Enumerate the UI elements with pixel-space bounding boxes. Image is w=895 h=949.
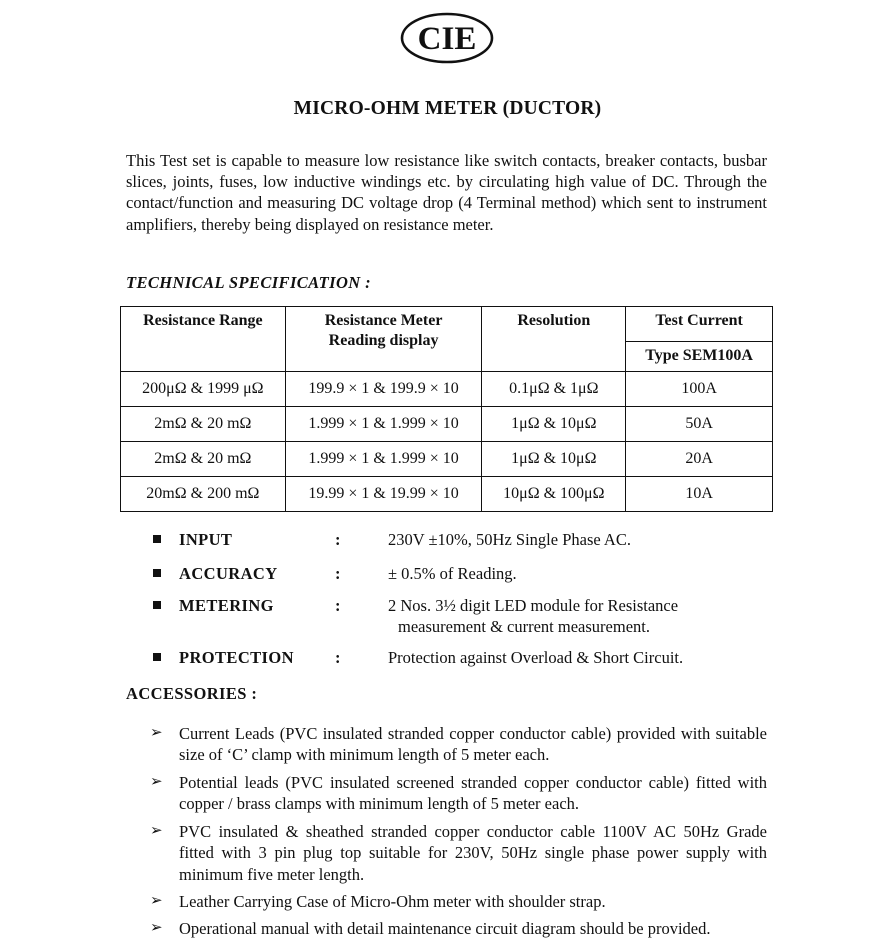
cell-current: 50A xyxy=(626,407,773,442)
accessory-item xyxy=(150,918,767,939)
spec-value: Protection against Overload & Short Circuit. xyxy=(388,648,684,667)
header-test-current: Test Current xyxy=(626,307,773,342)
logo-text: CIE xyxy=(417,21,477,57)
spec-label: ACCURACY xyxy=(179,564,278,583)
spec-value: ± 0.5% of Reading. xyxy=(388,564,517,583)
cell-current: 100A xyxy=(626,372,773,407)
accessory-text: PVC insulated & sheathed stranded copper conductor cable 1100V AC 50Hz Grade fitted with 3 pin plug top suitable for 230V, 50Hz single phase power supply with minimum five meter length. xyxy=(179,822,767,884)
cell-range: 200μΩ & 1999 μΩ xyxy=(121,372,286,407)
spec-value: 230V ±10%, 50Hz Single Phase AC. xyxy=(388,530,631,549)
cell-resolution: 1μΩ & 10μΩ xyxy=(482,442,626,477)
specification-table xyxy=(120,306,773,512)
cell-reading: 19.99 × 1 & 19.99 × 10 xyxy=(285,477,482,512)
cell-reading: 199.9 × 1 & 199.9 × 10 xyxy=(285,372,482,407)
header-type: Type SEM100A xyxy=(626,341,773,371)
bullet-icon xyxy=(153,601,161,609)
arrow-bullet-icon: ➢ xyxy=(150,893,163,909)
bullet-icon xyxy=(153,653,161,661)
table-row xyxy=(121,477,773,512)
table-header-row xyxy=(121,307,773,342)
cell-resolution: 0.1μΩ & 1μΩ xyxy=(482,372,626,407)
spec-colon: : xyxy=(335,564,341,583)
accessory-item xyxy=(150,772,767,815)
accessory-text: Current Leads (PVC insulated stranded copper conductor cable) provided with suitable size of ‘C’ clamp with minimum length of 5 meter each. xyxy=(179,724,767,765)
spec-colon: : xyxy=(335,530,341,549)
spec-label: INPUT xyxy=(179,530,233,549)
spec-value-continued: measurement & current measurement. xyxy=(398,617,650,636)
accessory-item xyxy=(150,821,767,885)
page-title: MICRO-OHM METER (DUCTOR) xyxy=(293,98,602,119)
cell-range: 2mΩ & 20 mΩ xyxy=(121,407,286,442)
arrow-bullet-icon: ➢ xyxy=(150,823,163,839)
table-row xyxy=(121,372,773,407)
bullet-icon xyxy=(153,535,161,543)
bullet-icon xyxy=(153,569,161,577)
arrow-bullet-icon: ➢ xyxy=(150,774,163,790)
table-row xyxy=(121,442,773,477)
spec-colon: : xyxy=(335,596,341,615)
cell-current: 20A xyxy=(626,442,773,477)
accessory-text: Leather Carrying Case of Micro-Ohm meter with shoulder strap. xyxy=(179,892,606,911)
header-resolution: Resolution xyxy=(482,307,626,372)
cell-reading: 1.999 × 1 & 1.999 × 10 xyxy=(285,442,482,477)
accessory-item xyxy=(150,723,767,766)
accessories-heading: ACCESSORIES : xyxy=(126,684,258,703)
cell-resolution: 10μΩ & 100μΩ xyxy=(482,477,626,512)
table-row xyxy=(121,407,773,442)
accessory-text: Operational manual with detail maintenance circuit diagram should be provided. xyxy=(179,919,711,938)
spec-label: METERING xyxy=(179,596,274,615)
intro-paragraph: This Test set is capable to measure low resistance like switch contacts, breaker contacts, busbar slices, joints, fuses, low inductive windings etc. by circulating high value of DC. Through the contact/function and measuring DC voltage drop (4 Terminal method) which sent to instrument amplifiers, thereby being displayed on resistance meter. xyxy=(126,151,767,234)
technical-specification-heading: TECHNICAL SPECIFICATION : xyxy=(126,273,372,292)
header-reading-display: Resistance Meter Reading display xyxy=(285,307,482,372)
accessory-item xyxy=(150,891,767,912)
spec-label: PROTECTION xyxy=(179,648,294,667)
cell-resolution: 1μΩ & 10μΩ xyxy=(482,407,626,442)
cell-current: 10A xyxy=(626,477,773,512)
arrow-bullet-icon: ➢ xyxy=(150,725,163,741)
header-resistance-range: Resistance Range xyxy=(121,307,286,372)
cie-logo xyxy=(400,12,494,64)
arrow-bullet-icon: ➢ xyxy=(150,920,163,936)
cell-range: 20mΩ & 200 mΩ xyxy=(121,477,286,512)
cell-range: 2mΩ & 20 mΩ xyxy=(121,442,286,477)
cell-reading: 1.999 × 1 & 1.999 × 10 xyxy=(285,407,482,442)
accessory-text: Potential leads (PVC insulated screened stranded copper conductor cable) fitted with copper / brass clamps with minimum length of 5 meter each. xyxy=(179,773,767,814)
spec-value: 2 Nos. 3½ digit LED module for Resistance xyxy=(388,596,679,615)
spec-colon: : xyxy=(335,648,341,667)
